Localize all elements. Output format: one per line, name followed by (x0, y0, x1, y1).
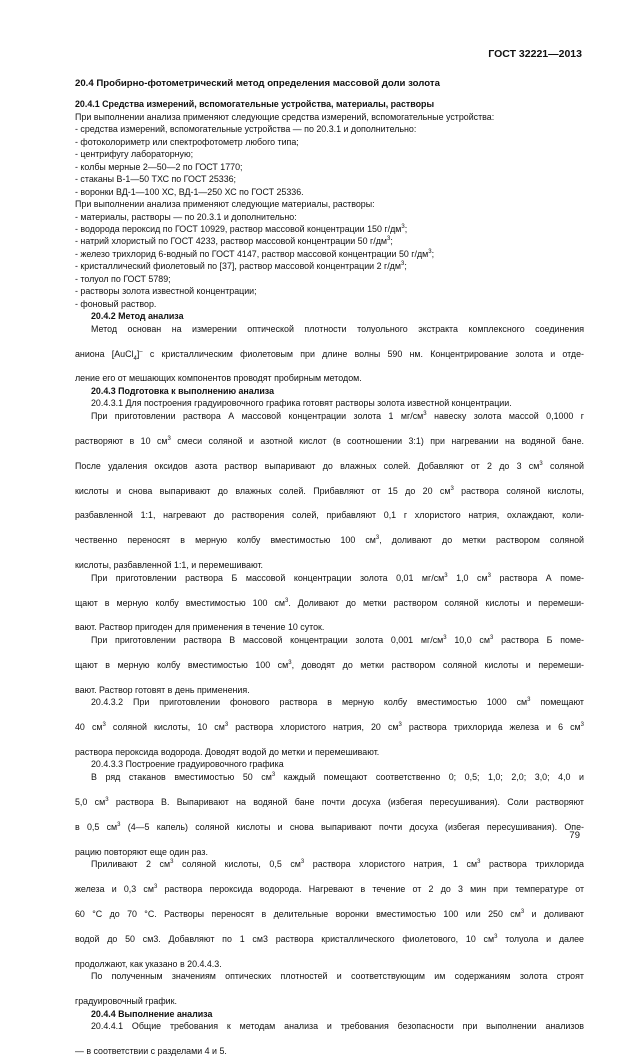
paragraph-line: — в соответствии с разделами 4 и 5. (75, 1045, 227, 1056)
paragraph-line: градуировочный график. (75, 996, 177, 1007)
paragraph-line: вают. Раствор пригоден для применения в течение 10 суток. (75, 622, 325, 633)
paragraph-line: вают. Раствор готовят в день применения. (75, 684, 250, 695)
subsection-title: 20.4.2 Метод анализа (91, 311, 184, 322)
subsection-title: 20.4.3 Подготовка к выполнению анализа (91, 385, 275, 396)
paragraph-line: 20.4.3.2 При приготовлении фонового раствора в мерную колбу вместимостью 1000 $см^3$ помещают (91, 697, 584, 708)
list-item: - натрий хлористый по ГОСТ 4233, раствор массовой концентрации 50 $г/дм^3$; (75, 236, 393, 247)
paragraph-line: ление его от мешающих компонентов проводят пробирным методом. (75, 373, 362, 384)
list-item: - колбы мерные 2—50—2 по ГОСТ 1770; (75, 161, 243, 172)
paragraph-line: аниона [AuCl$_4$]– с кристаллическим фиолетовым при длине волны 590 нм. Концентрирование золота и отде- (75, 348, 584, 362)
paragraph-line: чественно переносят в мерную колбу вместимостью 100 $см^3$, доливают до метки раствором соляной (75, 535, 584, 546)
paragraph-line: раствора пероксида водорода. Доводят водой до метки и перемешивают. (75, 747, 380, 758)
paragraph-line: кислоты и снова выпаривают до влажных солей. Прибавляют от 15 до 20 $см^3$ раствора соляной кислоты, (75, 485, 584, 496)
paragraph-line: растворяют в 10 $см^3$ смеси соляной и азотной кислот (в соотношении 3:1) при нагревании на водяной бане. (75, 435, 584, 446)
document-body (75, 78, 584, 1057)
paragraph-line: кислоты, разбавленной 1:1, и перемешивают. (75, 560, 263, 571)
paragraph-line: 20.4.4.1 Общие требования к методам анализа и требования безопасности при выполнении анализов (91, 1020, 584, 1031)
paragraph-line: После удаления оксидов азота раствор выпаривают до влажных солей. Добавляют от 2 до 3 $см^3$ соляной (75, 460, 584, 471)
subsection-title: 20.4.1 Средства измерений, вспомогательные устройства, материалы, растворы (75, 99, 435, 110)
paragraph-line: При приготовлении раствора В массовой концентрации золота 0,001 $мг/см^3$ 10,0 $см^3$ раствора Б поме- (91, 634, 584, 645)
paragraph-line: 40 $см^3$ соляной кислоты, 10 $см^3$ раствора хлористого натрия, 20 $см^3$ раствора трихлорида железа и 6 $см^3$ (75, 722, 584, 733)
list-item: - кристаллический фиолетовый по [37], раствор массовой концентрации 2 $г/дм^3$; (75, 261, 407, 272)
paragraph: При выполнении анализа применяют следующие материалы, растворы: (75, 199, 375, 210)
list-item: - водорода пероксид по ГОСТ 10929, раствор массовой концентрации 150 $г/дм^3$; (75, 223, 408, 234)
paragraph-line: 60 °С до 70 °С. Растворы переносят в делительные воронки вместимостью 100 или 250 $см^3$ и доливают (75, 908, 584, 919)
paragraph-line: щают в мерную колбу вместимостью 100 $см^3$. Доливают до метки раствором соляной кислоты и перемеши- (75, 597, 584, 608)
paragraph-line: продолжают, как указано в 20.4.4.3. (75, 958, 222, 969)
paragraph-line: рацию повторяют еще один раз. (75, 846, 208, 857)
paragraph-line: 20.4.3.1 Для построения градуировочного графика готовят растворы золота известной концентрации. (91, 398, 512, 409)
list-item: - стаканы В-1—50 ТХС по ГОСТ 25336; (75, 174, 237, 185)
list-item: - фотоколориметр или спектрофотометр любого типа; (75, 136, 299, 147)
paragraph-line: железа и 0,3 $см^3$ раствора пероксида водорода. Нагревают в течение от 2 до 3 мин при температуре от (75, 884, 585, 894)
list-item: - центрифугу лабораторную; (75, 149, 194, 160)
paragraph-line: Метод основан на измерении оптической плотности толуольного экстракта комплексного соединения (91, 323, 584, 334)
document-header: ГОСТ 32221—2013 (488, 48, 582, 60)
list-item: - железо трихлорид 6-водный по ГОСТ 4147, раствор массовой концентрации 50 $г/дм^3$; (75, 248, 435, 259)
paragraph-line: разбавленной 1:1, нагревают до растворения солей, прибавляют 0,1 г хлористого натрия, охлаждают, коли- (75, 510, 584, 521)
subsection-title: 20.4.4 Выполнение анализа (91, 1008, 213, 1019)
paragraph-line: По полученным значениям оптических плотностей и соответствующим им содержаниям золота строят (91, 971, 584, 982)
page-number: 79 (569, 830, 580, 841)
paragraph-line: При приготовлении раствора Б массовой концентрации золота 0,01 $мг/см^3$ 1,0 $см^3$ раствора А поме- (91, 572, 584, 583)
paragraph: При выполнении анализа применяют следующие средства измерений, вспомогательные устройства: (75, 111, 495, 122)
list-item: - материалы, растворы — по 20.3.1 и дополнительно: (75, 211, 297, 222)
paragraph-line: 20.4.3.3 Построение градуировочного графика (91, 759, 284, 770)
paragraph-line: Приливают 2 $см^3$ соляной кислоты, 0,5 $см^3$ раствора хлористого натрия, 1 $см^3$ раствора трихлорида (91, 859, 584, 870)
list-item: - средства измерений, вспомогательные устройства — по 20.3.1 и дополнительно: (75, 124, 417, 135)
list-item: - растворы золота известной концентрации; (75, 286, 257, 297)
paragraph-line: 5,0 $см^3$ раствора В. Выпаривают на водяной бане почти досуха (избегая пересушивания). Соли растворяют (75, 796, 585, 807)
paragraph-line: в 0,5 $см^3$ (4—5 капель) соляной кислоты и снова выпаривают почти досуха (избегая пересушивания). Опе- (75, 821, 584, 832)
section-title: 20.4 Пробирно-фотометрический метод определения массовой доли золота (75, 78, 440, 89)
list-item: - толуол по ГОСТ 5789; (75, 273, 171, 284)
list-item: - фоновый раствор. (75, 298, 157, 309)
paragraph-line: При приготовлении раствора А массовой концентрации золота 1 $мг/см^3$ навеску золота массой 0,1000 г (91, 410, 584, 421)
paragraph-line: щают в мерную колбу вместимостью 100 $см^3$, доводят до метки раствором соляной кислоты и перемеши- (75, 659, 584, 670)
list-item: - воронки ВД-1—100 ХС, ВД-1—250 ХС по ГОСТ 25336. (75, 186, 304, 197)
paragraph-line: В ряд стаканов вместимостью 50 $см^3$ каждый помещают соответственно 0; 0,5; 1,0; 2,0; 3,0; 4,0 и (91, 771, 584, 782)
paragraph-line: водой до 50 см3. Добавляют по 1 см3 раствора кристаллического фиолетового, 10 $см^3$ толуола и далее (75, 933, 584, 944)
